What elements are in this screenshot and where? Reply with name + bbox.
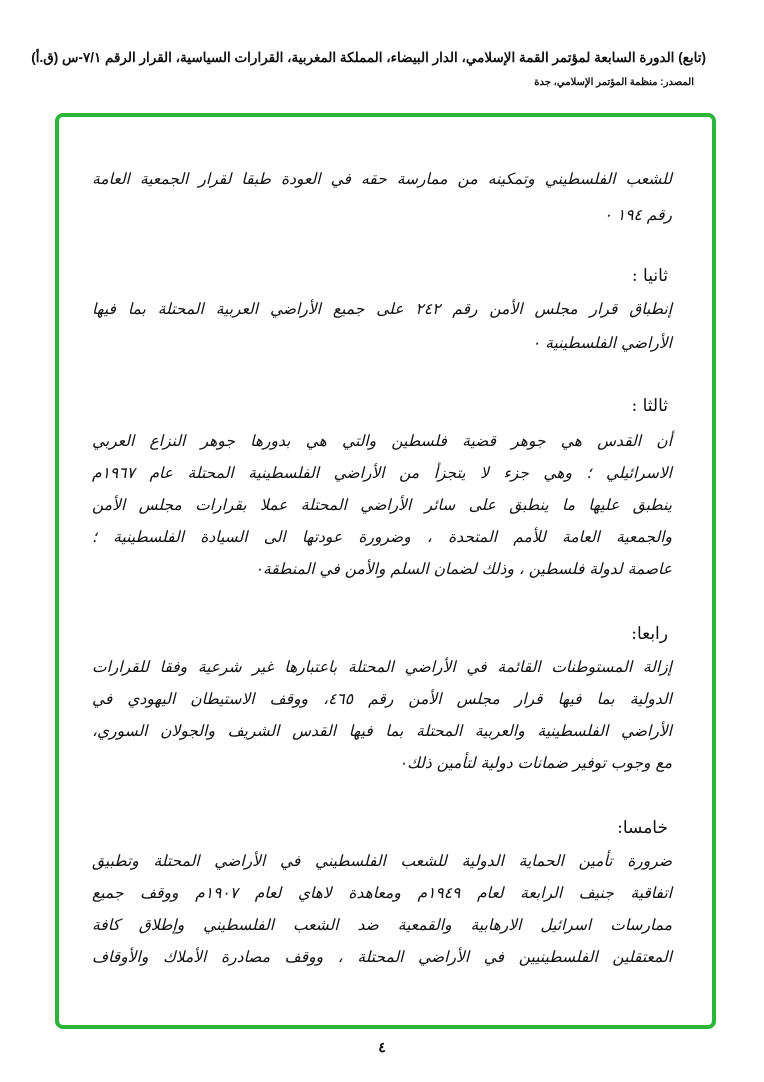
section-heading: ثانيا : [631,266,668,286]
text-line: مع وجوب توفير ضمانات دولية لتأمين ذلك٠ [398,754,672,772]
text-line: الاسرائيلي ؛ وهي جزء لا يتجزأ من الأراضي الفلسطينية المحتلة عام ١٩٦٧م [92,464,672,482]
page-number: ٤ [378,1040,386,1056]
section-heading: خامسا: [617,818,668,838]
text-line: رقم ١٩٤ ٠ [603,206,672,224]
text-line: ضرورة تأمين الحماية الدولية للشعب الفلسطيني في الأراضي المحتلة وتطبيق [92,852,672,870]
text-line: عاصمة لدولة فلسطين ، وذلك لضمان السلم والأمن في المنطقة٠ [254,560,672,578]
text-line: ينطبق عليها ما ينطبق على سائر الأراضي المحتلة عملا بقرارات مجلس الأمن [92,496,672,514]
document-title: (تابع) الدورة السابعة لمؤتمر القمة الإسلامي، الدار البيضاء، المملكة المغربية، القرارات السياسية، القرار الرقم ٧/١-س (ق.أ) [31,50,706,65]
text-line: إزالة المستوطنات القائمة في الأراضي المحتلة باعتبارها غير شرعية وفقا للقرارات [92,658,672,676]
text-line: المعتقلين الفلسطينيين في الأراضي المحتلة ، ووقف مصادرة الأملاك والأوقاف [92,948,672,966]
text-line: ممارسات اسرائيل الارهابية والقمعية ضد الشعب الفلسطيني وإطلاق كافة [92,916,672,934]
text-line: اتفاقية جنيف الرابعة لعام ١٩٤٩م ومعاهدة لاهاي لعام ١٩٠٧م ووقف جميع [92,884,672,902]
text-line: الدولية بما فيها قرار مجلس الأمن رقم ٤٦٥، ووقف الاستيطان اليهودي في [92,690,672,708]
text-line: أن القدس هي جوهر قضية فلسطين والتي هي بدورها جوهر النزاع العربي [92,432,672,450]
document-source: المصدر: منظمة المؤتمر الإسلامي، جدة [534,77,694,88]
text-line: الأراضي الفلسطينية والعربية المحتلة بما فيها القدس الشريف والجولان السوري، [92,722,672,740]
section-heading: ثالثا : [631,396,668,416]
text-line: للشعب الفلسطيني وتمكينه من ممارسة حقه في العودة طبقا لقرار الجمعية العامة [92,170,672,188]
text-line: والجمعية العامة للأمم المتحدة ، وضرورة عودتها الى السيادة الفلسطينية ؛ [92,528,672,546]
text-line: الأراضي الفلسطينية ٠ [531,334,672,352]
text-line: إنطباق قرار مجلس الأمن رقم ٢٤٢ على جميع الأراضي العربية المحتلة بما فيها [92,300,673,318]
section-heading: رابعا: [631,624,668,644]
